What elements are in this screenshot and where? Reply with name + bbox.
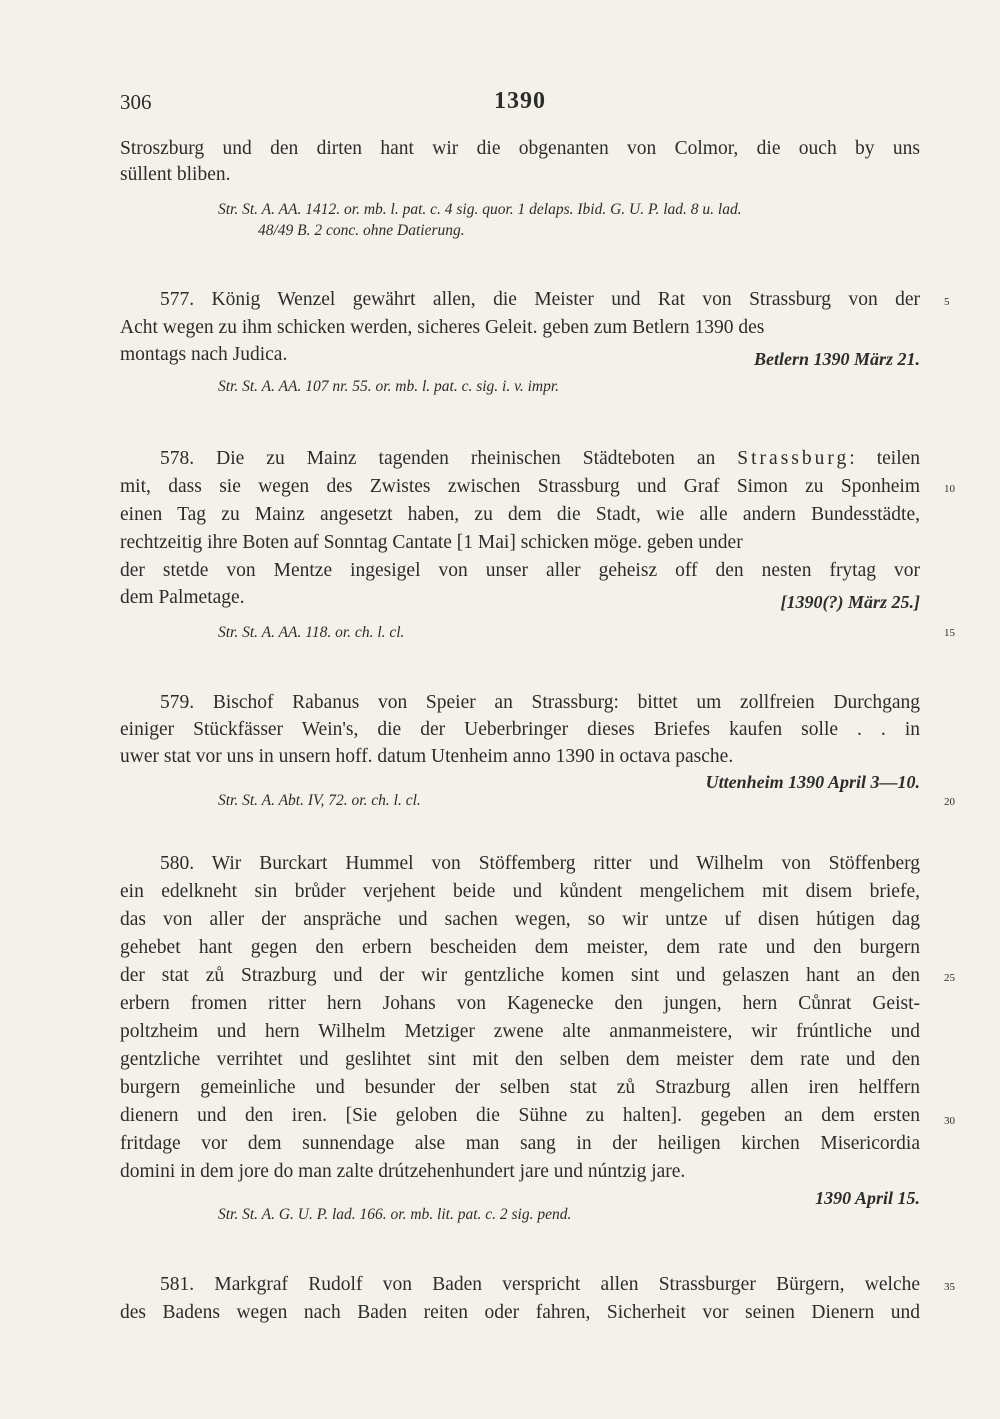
doc580-line-9: burgern gemeinliche und besunder der selben stat zů Strazburg allen iren helffern <box>120 1077 920 1098</box>
doc578-line-1: 578. Die zu Mainz tagenden rheinischen Städteboten an Strassburg: teilen <box>160 448 921 469</box>
margin-line-number: 5 <box>944 296 950 308</box>
doc578-line-3: einen Tag zu Mainz angesetzt haben, zu dem die Stadt, wie alle andern Bundesstädte, <box>120 504 920 525</box>
doc579-date: Uttenheim 1390 April 3—10. <box>705 772 920 792</box>
doc577-line-2: Acht wegen zu ihm schicken werden, sicheres Geleit. geben zum Betlern 1390 des <box>120 317 765 338</box>
margin-line-number: 15 <box>944 627 955 639</box>
doc578-source: Str. St. A. AA. 118. or. ch. l. cl. <box>218 624 405 641</box>
doc580-line-12: domini in dem jore do man zalte drútzehenhundert jare und núntzig jare. <box>120 1161 686 1182</box>
doc580-number: 580. <box>160 853 195 874</box>
margin-line-number: 10 <box>944 483 955 495</box>
margin-line-number: 20 <box>944 796 955 808</box>
doc577-date: Betlern 1390 März 21. <box>753 349 920 369</box>
doc581-number: 581. <box>160 1274 195 1295</box>
doc580-line-7: poltzheim und hern Wilhelm Metziger zwene alte anmanmeistere, wir frúntliche und <box>120 1021 920 1042</box>
doc580-line-2: ein edelkneht sin brůder verjehent beide und kůndent mengelichem mit disem briefe, <box>120 881 920 902</box>
doc580-date: 1390 April 15. <box>815 1188 920 1208</box>
doc577-number: 577. <box>160 289 195 310</box>
doc578-line-5: der stetde von Mentze ingesigel von unser aller geheisz off den nesten frytag vor <box>120 560 920 581</box>
doc579-number: 579. <box>160 692 195 713</box>
doc579-line-3: uwer stat vor uns in unsern hoff. datum Utenheim anno 1390 in octava pasche. <box>120 746 734 767</box>
doc577-source: Str. St. A. AA. 107 nr. 55. or. mb. l. pat. c. sig. i. v. impr. <box>218 378 560 395</box>
margin-line-number: 30 <box>944 1115 955 1127</box>
doc579-source: Str. St. A. Abt. IV, 72. or. ch. l. cl. <box>218 792 421 809</box>
doc580-line-8: gentzliche verrihtet und geslihtet sint mit den selben dem meister dem rate und den <box>120 1049 920 1070</box>
intro-line-2: süllent bliben. <box>120 164 231 185</box>
doc578-number: 578. <box>160 448 195 469</box>
doc581-line-1: 581. Markgraf Rudolf von Baden verspricht allen Strassburger Bürgern, welche <box>160 1274 920 1295</box>
doc580-line-1: 580. Wir Burckart Hummel von Stöffemberg ritter und Wilhelm von Stöffenberg <box>160 853 920 874</box>
page-number: 306 <box>120 90 152 114</box>
doc577-line-3: montags nach Judica. <box>120 344 288 365</box>
doc579-line-2: einiger Stückfässer Wein's, die der Ueberbringer dieses Briefes kaufen solle . . in <box>120 719 920 740</box>
doc580-line-6: erbern fromen ritter hern Johans von Kagenecke den jungen, hern Cůnrat Geist- <box>120 993 920 1014</box>
doc579-line-1: 579. Bischof Rabanus von Speier an Strassburg: bittet um zollfreien Durchgang <box>160 692 920 713</box>
doc578-line-6: dem Palmetage. <box>120 587 245 608</box>
doc578-line-2: mit, dass sie wegen des Zwistes zwischen Strassburg und Graf Simon zu Sponheim <box>120 476 920 497</box>
doc580-line-11: fritdage vor dem sunnendage alse man sang in der heiligen kirchen Misericordia <box>120 1133 920 1154</box>
doc580-line-4: gehebet hant gegen den erbern bescheiden dem meister, dem rate und den burgern <box>120 937 920 958</box>
doc581-line-2: des Badens wegen nach Baden reiten oder fahren, Sicherheit vor seinen Dienern und <box>120 1302 920 1323</box>
intro-line-1: Stroszburg und den dirten hant wir die obgenanten von Colmor, die ouch by uns <box>120 138 920 159</box>
doc578-date: [1390(?) März 25.] <box>780 592 920 612</box>
doc580-line-3: das von aller der anspräche und sachen wegen, so wir untze uf disen hútigen dag <box>120 909 920 930</box>
doc580-line-5: der stat zů Strazburg und der wir gentzliche komen sint und gelaszen hant an den <box>120 965 920 986</box>
doc580-source: Str. St. A. G. U. P. lad. 166. or. mb. lit. pat. c. 2 sig. pend. <box>218 1206 572 1223</box>
doc578-line-4: rechtzeitig ihre Boten auf Sonntag Cantate [1 Mai] schicken möge. geben under <box>120 532 743 553</box>
intro-source-1: Str. St. A. AA. 1412. or. mb. l. pat. c. 4 sig. quor. 1 delaps. Ibid. G. U. P. lad. 8 u. lad. <box>218 201 742 218</box>
margin-line-number: 35 <box>944 1281 955 1293</box>
page-header-year: 1390 <box>494 88 546 114</box>
doc580-line-10: dienern und den iren. [Sie geloben die Sühne zu halten]. gegeben an dem ersten <box>120 1105 920 1126</box>
margin-line-number: 25 <box>944 972 955 984</box>
doc577-line-1: 577. König Wenzel gewährt allen, die Meister und Rat von Strassburg von der <box>160 289 921 310</box>
intro-source-2: 48/49 B. 2 conc. ohne Datierung. <box>258 222 465 239</box>
